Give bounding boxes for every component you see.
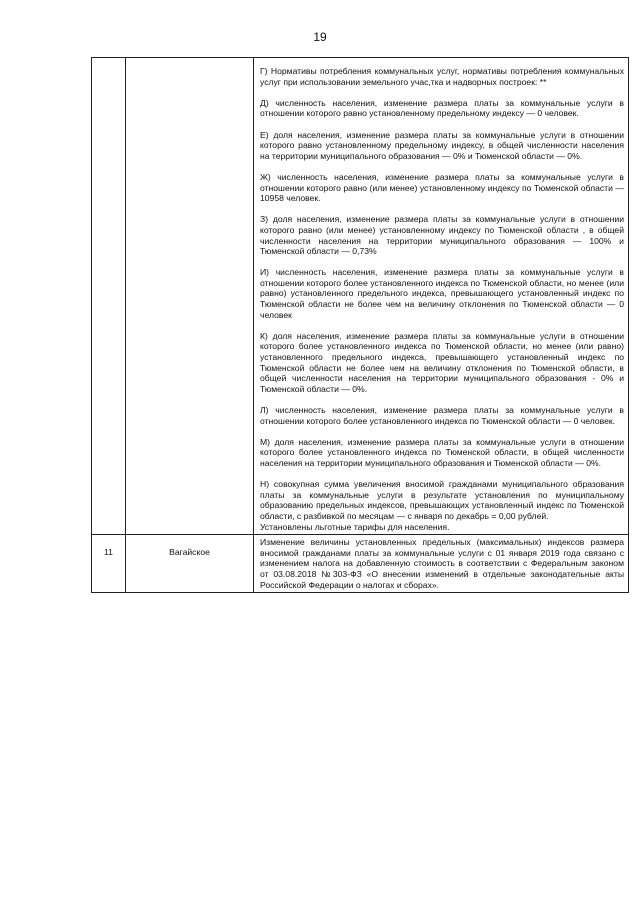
paragraph-tariffs: Установлены льготные тарифы для населения. [260,521,450,532]
row-number-cell [92,58,126,535]
municipality-name-cell [126,58,254,535]
row-number-cell: 11 [92,535,126,593]
table-row [92,58,629,535]
table-row [92,535,629,593]
paragraph-k: К) доля населения, изменение размера платы за коммунальные услуги в отношении которого более установленного индекса по Тюменской области, но менее (или равно) установленного предельного индекса, превышающего установленный индекс по Тюменской области не более чем на величину отклонения по Тюменской области, в общей численности населения на территории муниципального образования - 0% и Тюменской области — 0%. [260,330,624,394]
municipality-name-cell: Вагайское [126,535,254,593]
paragraph-d: Д) численность населения, изменение размера платы за коммунальные услуги в отношении которого равно установленному предельному индексу — 0 человек. [260,97,624,119]
paragraph-zh: Ж) численность населения, изменение размера платы за коммунальные услуги в отношении которого равно (или менее) установленному индексу по Тюменской области — 10958 человек. [260,171,624,204]
paragraph-m: М) доля населения, изменение размера платы за коммунальные услуги в отношении которого более установленного индекса по Тюменской области, в общей численности населения на территории муниципального образования и Тюменской области — 0%. [260,436,624,468]
data-table [91,57,629,593]
description-cell [254,58,629,535]
paragraph-e: Е) доля населения, изменение размера платы за коммунальные услуги в отношении которого равно установленному предельному индексу, в общей численности населения на территории муниципального образования — 0% и Тюменской области — 0%. [260,129,624,161]
paragraph-z: З) доля населения, изменение размера платы за коммунальные услуги в отношении которого равно (или менее) установленному индексу по Тюменской области , в общей численности населения на территории муниципального образования — 100% и Тюменской области — 0,73% [260,214,624,257]
paragraph-i: И) численность населения, изменение размера платы за коммунальные услуги в отношении которого более установленного индекса по Тюменской области, но менее (или равно) установленного предельного индекса, превышающего установленный индекс по Тюменской области не более чем на величину отклонения по Тюменской области — 0 человек [260,267,624,320]
paragraph-g: Г) Нормативы потребления коммунальных услуг, нормативы потребления коммунальных услуг при использовании земельного учас,тка и надворных построек: ** [260,66,624,87]
description-cell [254,535,629,593]
page-number: 19 [313,30,327,44]
paragraph-l: Л) численность населения, изменение размера платы за коммунальные услуги в отношении которого более установленного индекса по Тюменской области — 0 человек. [260,405,624,426]
paragraph-vat-change: Изменение величины установленных предельных (максимальных) индексов размера вносимой гражданами платы за коммунальные услуги с 01 января 2019 года связано с изменением налога на добавленную стоимость в соответствии с Федеральным законом от 03.08.2018 №303-ФЗ «О внесении изменений в отдельные законодательные акты Российской Федерации о налогах и сборах». [260,537,624,590]
paragraph-n: Н) совокупная сумма увеличения вносимой гражданами муниципального образования платы за коммунальные услуги в результате установления по муниципальному образованию предельных индексов, превышающих установленный индекс по Тюменской области, с разбивкой по месяцам — с января по декабрь = 0,00 рублей. [260,479,624,521]
